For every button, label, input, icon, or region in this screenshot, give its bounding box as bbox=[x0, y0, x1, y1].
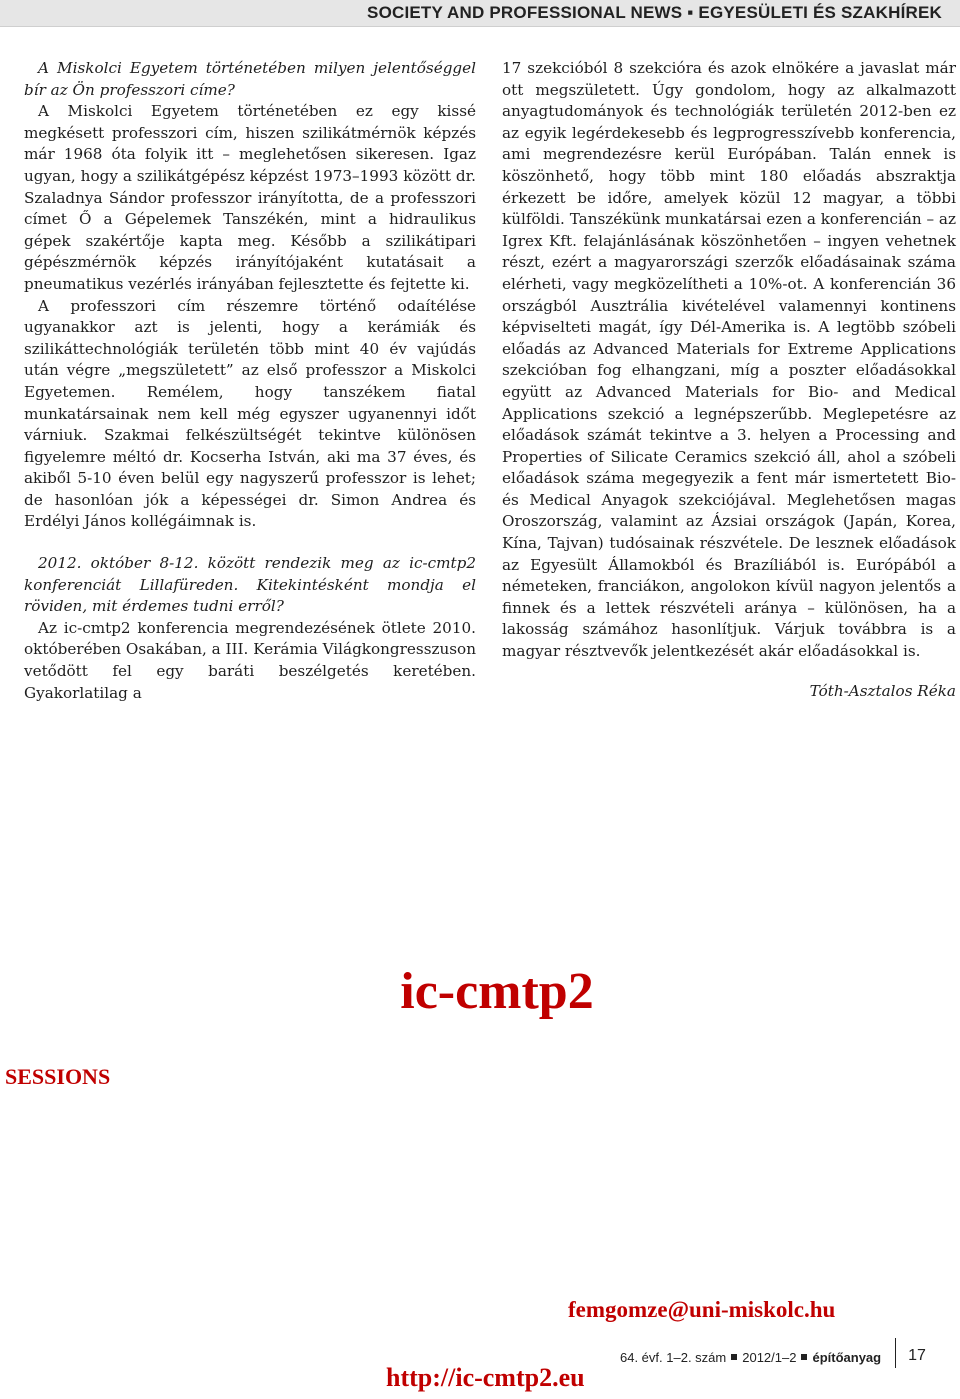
interview-question: A Miskolci Egyetem történetében milyen jelentőséggel bír az Ön professzori címe? bbox=[24, 59, 476, 99]
spacer bbox=[24, 533, 476, 553]
page-number: 17 bbox=[908, 1347, 926, 1364]
contact-email[interactable]: femgomze@uni-miskolc.hu bbox=[568, 1297, 836, 1322]
square-bullet-icon bbox=[801, 1354, 807, 1360]
answer-paragraph: A Miskolci Egyetem történetében ez egy kissé megkésett professzori cím, hiszen szilikátmérnök képzés már 1968 óta folyik itt – meglehetősen sikeresen. Igaz ugyan, hogy a szilikátgépész képzést 1973–1993 között dr. Szaladnya Sándor professzor irányította, de a professzori címet Ő a Gépelemek Tanszékén, mint a hidraulikus gépek szakértője kapta meg. Később a szilikátipari gépészmérnök képzés irányítójaként kutatásait a pneumatikus vezérlés irányában fejlesztette és fejtette ki. bbox=[24, 102, 476, 293]
interview-question: 2012. október 8-12. között rendezik meg az ic-cmtp2 konferenciát Lillafüreden. Kitekintésként mondja el röviden, mit érdemes tudni erről? bbox=[24, 554, 476, 616]
footer-magazine: építőanyag bbox=[812, 1349, 882, 1365]
header-title: SOCIETY AND PROFESSIONAL NEWS ▪ EGYESÜLETI ÉS SZAKHÍREK bbox=[367, 3, 942, 22]
answer-paragraph: Az ic-cmtp2 konferencia megrendezésének ötlete 2010. októberében Osakában, a III. Kerámia Világkongresszuson vetődött fel egy baráti beszélgetés keretében. Gyakorlatilag a bbox=[24, 618, 476, 702]
conference-title: ic-cmtp2 bbox=[400, 963, 594, 1020]
footer-divider bbox=[895, 1338, 896, 1368]
footer-issue: 2012/1–2 bbox=[742, 1349, 797, 1365]
square-bullet-icon bbox=[731, 1354, 737, 1360]
right-column bbox=[502, 58, 956, 702]
left-column bbox=[24, 58, 476, 704]
answer-paragraph: 17 szekcióból 8 szekcióra és azok elnökére a javaslat már ott megszületett. Úgy gondolom, hogy az alkalmazott anyagtudományok és technológiák területén 2012-ben ez az egyik legérdekesebb és legprogresszívebb konferencia, ami megrendezésre kerül Európában. Talán ennek is köszönhető, hogy több mint 180 előadás abszraktja érkezett be időre, amelyek közül 12 magyar, a többi külföldi. Tanszékünk munkatársai ezen a konferencián – az Igrex Kft. felajánlásának köszönhetően – ingyen vehetnek részt, ezért a magyarországi szerzők előadásainak száma elérheti, vagy megközelítheti a 10%-ot. A konferencián 36 országból Ausztrália kivételével valamennyi kontinens képviselteti magát, így Dél-Amerika is. A legtöbb szóbeli előadás az Advanced Materials for Extreme Applications szekcióban fog elhangzani, míg a poszter előadásokkal együtt az Advanced Materials for Bio- and Medical Applications szekció a legnépszerűbb. Meglepetésre az előadások számát tekintve a 3. helyen a Processing and Properties of Silicate Ceramics szekció áll, ahol a szóbeli előadások száma megegyezik a fent már ismertetett Bio- és Medical Anyagok szekciójával. Meglehetősen magas Oroszország, valamint az Ázsiai országok (Japán, Korea, Kína, Tajvan) tudósainak részvétele. De lesznek előadások az Egyesült Államokból és Brazíliából is. Európából a németeken, franciákon, angolokon kívül nagyon jelentős a finnek és a lettek részvételi aránya – különösen, ha a lakosság számához hasonlítjuk. Várjuk továbbra is a magyar résztvevők jelentkezését akár előadásokkal is. bbox=[502, 59, 956, 661]
author-signature: Tóth-Asztalos Réka bbox=[809, 681, 956, 700]
page-header bbox=[0, 0, 960, 27]
footer-volume: 64. évf. 1–2. szám bbox=[620, 1349, 727, 1365]
conference-url[interactable]: http://ic-cmtp2.eu bbox=[386, 1363, 585, 1392]
page-footer bbox=[620, 1348, 926, 1366]
sessions-label: SESSIONS bbox=[5, 1064, 111, 1089]
answer-paragraph: A professzori cím részemre történő odaítélése ugyanakkor azt is jelenti, hogy a kerámiák és szilikáttechnológiák területén több mint 40 év vajúdás után végre „megszületett” az első professzor a Miskolci Egyetemen. Remélem, hogy tanszékem fiatal munkatársainak nem kell még egyszer ugyanennyi időt várniuk. Szakmai felkészültségét tekintve különösen figyelemre méltó dr. Kocserha István, aki ma 37 éves, és akiből 5-10 éven belül egy nagyszerű professzor is lehet; de hasonlóan jók a képességei dr. Simon Andrea és Erdélyi János kollégáimnak is. bbox=[24, 296, 476, 531]
